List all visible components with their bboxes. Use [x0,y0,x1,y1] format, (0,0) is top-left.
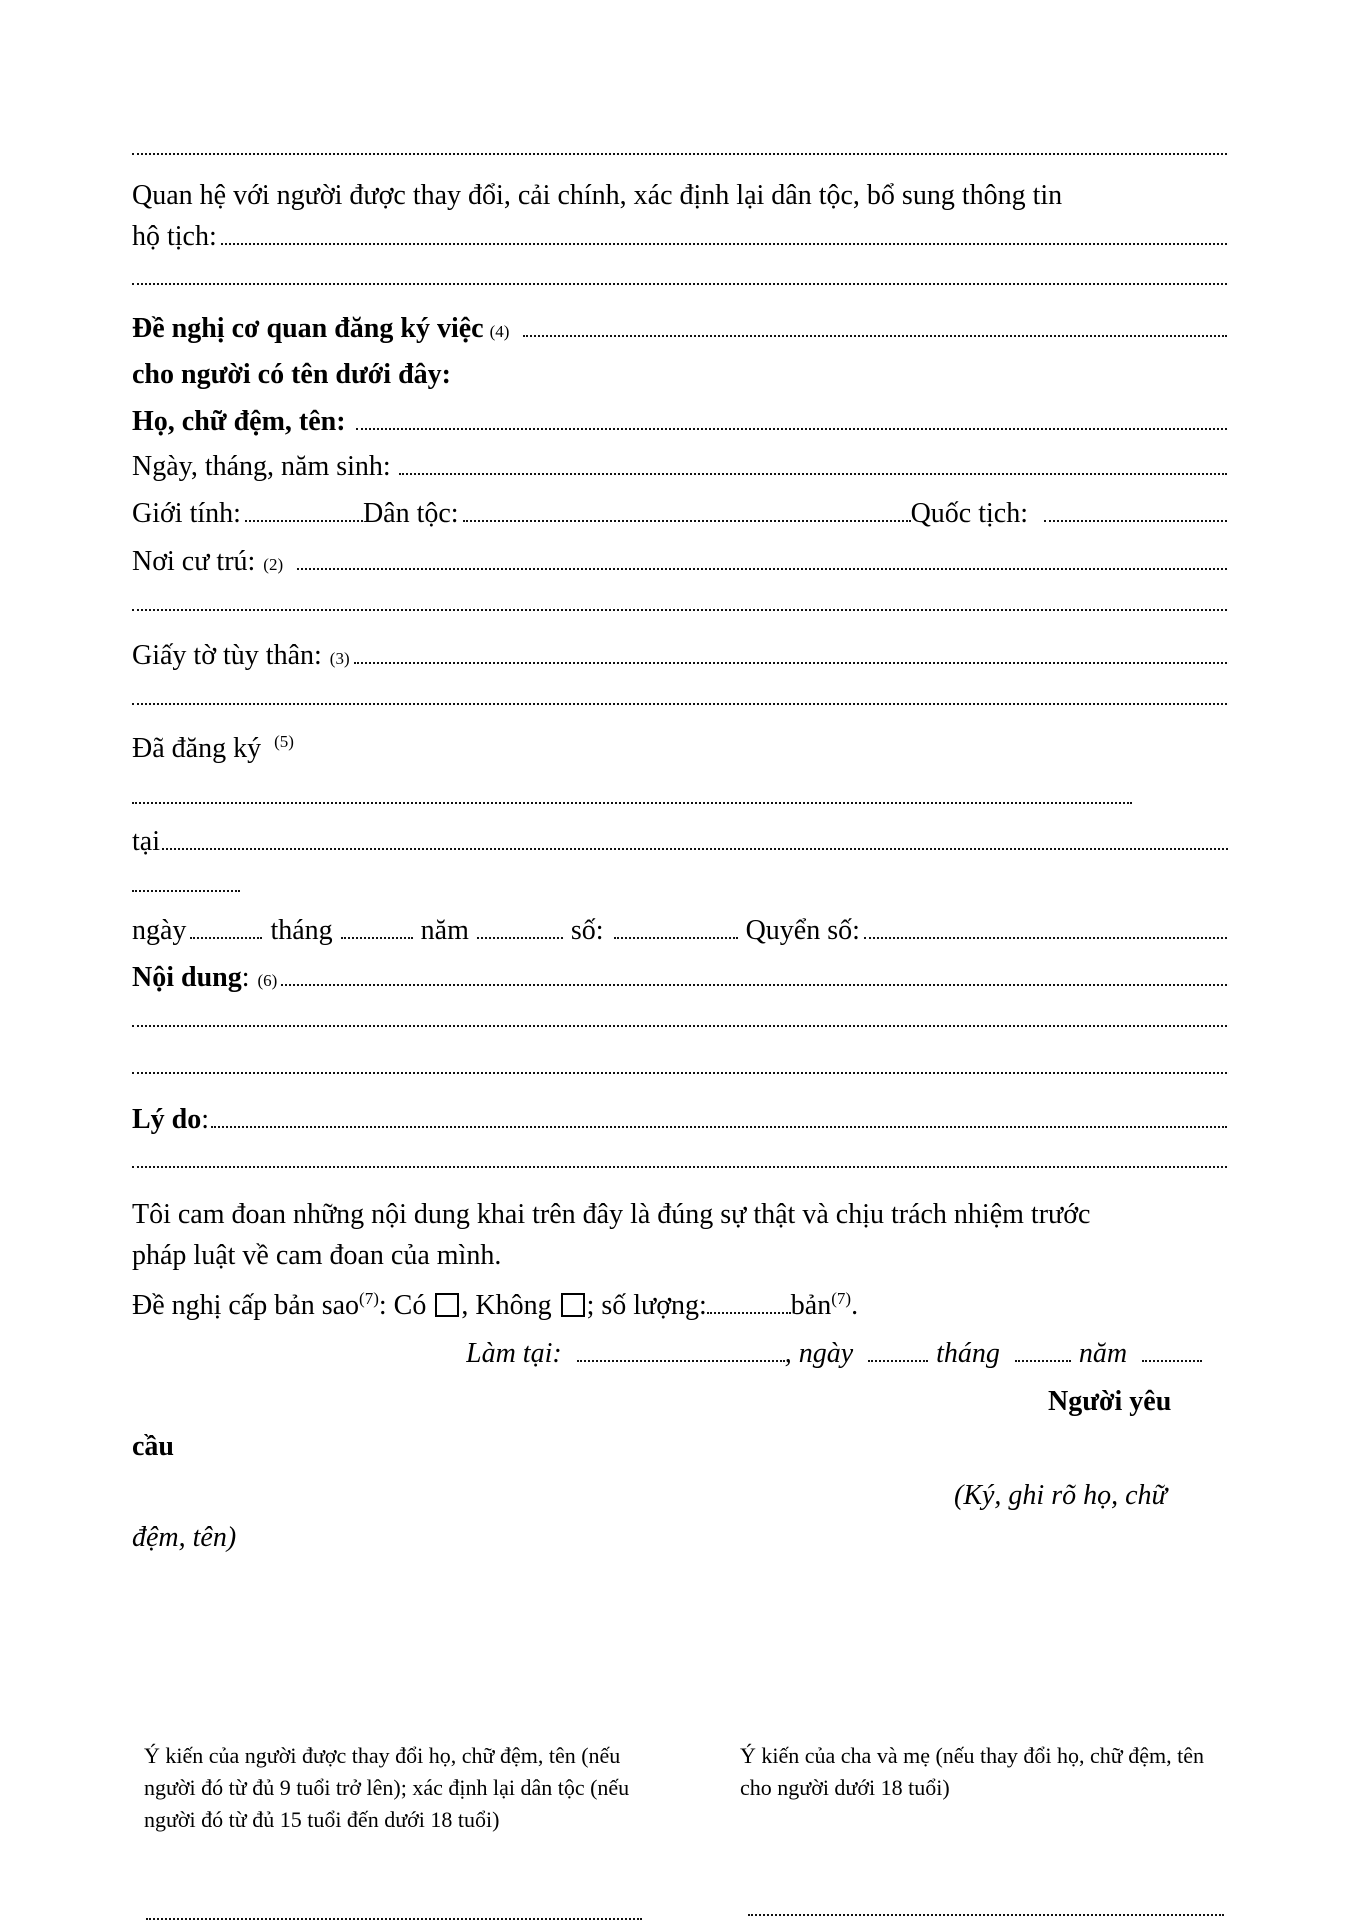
id-document-field[interactable]: Giấy tờ tùy thân: (3) [132,636,1227,676]
copy-request-row [132,1286,1227,1326]
requester-title-cont: cầu [132,1431,174,1462]
birth-date-label: Ngày, tháng, năm sinh: [132,451,391,482]
made-at-label: Làm tại: [466,1338,562,1369]
yes-label: : Có [378,1290,427,1321]
residence-label: Nơi cư trú: [132,546,256,577]
ho-tich-label: hộ tịch: [132,221,217,252]
signature-note-cont: đệm, tên) [132,1522,237,1553]
request-label: Đề nghị cơ quan đăng ký việc [132,313,484,344]
place-date-row[interactable] [466,1334,1206,1374]
place-label: tại [132,826,160,857]
month-label: tháng [270,915,333,946]
opinion-person-label: Ý kiến của người được thay đổi họ, chữ đệm, tên (nếu người đó từ đủ 9 tuổi trở lên); xác định lại dân tộc (nếu người đó từ đủ 15 tuổi đến dưới 18 tuổi) [144,1743,630,1832]
copies-label: bản [790,1290,832,1321]
relationship-label: Quan hệ với người được thay đổi, cải chính, xác định lại dân tộc, bổ sung thông tin [132,180,1063,211]
registered-label: Đã đăng ký [132,733,262,764]
year-label: năm [420,915,469,946]
quantity-field[interactable] [707,1292,791,1314]
ethnicity-label: Dân tộc: [362,498,459,529]
footnote-ref: (5) [274,732,294,751]
day-field[interactable] [190,917,262,939]
id-document-label: Giấy tờ tùy thân: [132,640,322,671]
signature-note: (Ký, ghi rõ họ, chữ [954,1480,1167,1511]
requester-title: Người yêu [1048,1386,1172,1417]
year-label-italic: năm [1078,1338,1128,1369]
book-number-field[interactable] [864,917,1227,939]
dotted-line[interactable] [132,263,1227,285]
copy-request-label: Đề nghị cấp bản sao [132,1290,360,1321]
opinion-parents-label: Ý kiến của cha và mẹ (nếu thay đổi họ, chữ đệm, tên cho người dưới 18 tuổi) [740,1743,1204,1800]
colon: : [201,1104,210,1135]
gender-ethnicity-nationality-row[interactable] [132,494,1227,534]
registered-field[interactable] [132,776,1227,816]
book-number-label: Quyển số: [745,915,860,946]
opinion-person-field[interactable] [146,1892,646,1932]
ethnicity-field[interactable] [463,500,911,522]
request-field[interactable]: Đề nghị cơ quan đăng ký việc (4) [132,309,1227,349]
number-label: số: [570,915,604,946]
year-field[interactable] [477,917,563,939]
gender-label: Giới tính: [132,498,241,529]
relationship-field[interactable] [132,217,1227,257]
reason-field[interactable] [132,1100,1227,1140]
content-field[interactable]: Nội dung : (6) [132,958,1227,998]
full-name-label: Họ, chữ đệm, tên: [132,406,346,437]
day-label-italic: , ngày [784,1338,854,1369]
no-checkbox[interactable] [561,1293,585,1317]
gender-field[interactable] [245,500,363,522]
colon: : [241,962,250,993]
sign-day-field[interactable] [868,1340,928,1362]
no-label: , Không [461,1290,552,1321]
sign-month-field[interactable] [1015,1340,1071,1362]
dotted-line[interactable] [132,133,1227,155]
nationality-label: Quốc tịch: [910,498,1028,529]
commitment-line-1: Tôi cam đoan những nội dung khai trên đây là đúng sự thật và chịu trách nhiệm trước [132,1199,1091,1230]
number-field[interactable] [614,917,738,939]
yes-checkbox[interactable] [435,1293,459,1317]
month-field[interactable] [341,917,413,939]
full-name-field[interactable] [132,402,1227,442]
reason-label: Lý do [132,1104,202,1135]
quantity-label: ; số lượng: [586,1290,707,1321]
registered-label-row [132,729,1227,769]
dotted-line[interactable] [132,683,1227,705]
opinion-parents-field[interactable] [748,1888,1228,1928]
content-label: Nội dung [132,962,242,993]
made-at-field[interactable] [577,1340,785,1362]
dotted-line[interactable] [132,589,1227,611]
place-field-cont[interactable] [132,864,1227,904]
residence-field[interactable]: Nơi cư trú: (2) [132,542,1227,582]
footnote-ref: (7) [831,1289,852,1308]
for-person-heading: cho người có tên dưới đây: [132,359,451,390]
nationality-field[interactable] [1044,500,1227,522]
period: . [851,1290,859,1321]
sign-year-field[interactable] [1142,1340,1202,1362]
day-label: ngày [132,915,187,946]
date-number-row[interactable] [132,911,1227,951]
month-label-italic: tháng [936,1338,1000,1369]
commitment-line-2: pháp luật về cam đoan của mình. [132,1240,502,1271]
footnote-ref: (7) [359,1289,379,1308]
dotted-line[interactable] [132,1146,1227,1168]
dotted-line[interactable] [132,1052,1227,1074]
dotted-line[interactable] [132,1005,1227,1027]
place-field[interactable] [132,822,1228,862]
birth-date-field[interactable] [132,447,1227,487]
